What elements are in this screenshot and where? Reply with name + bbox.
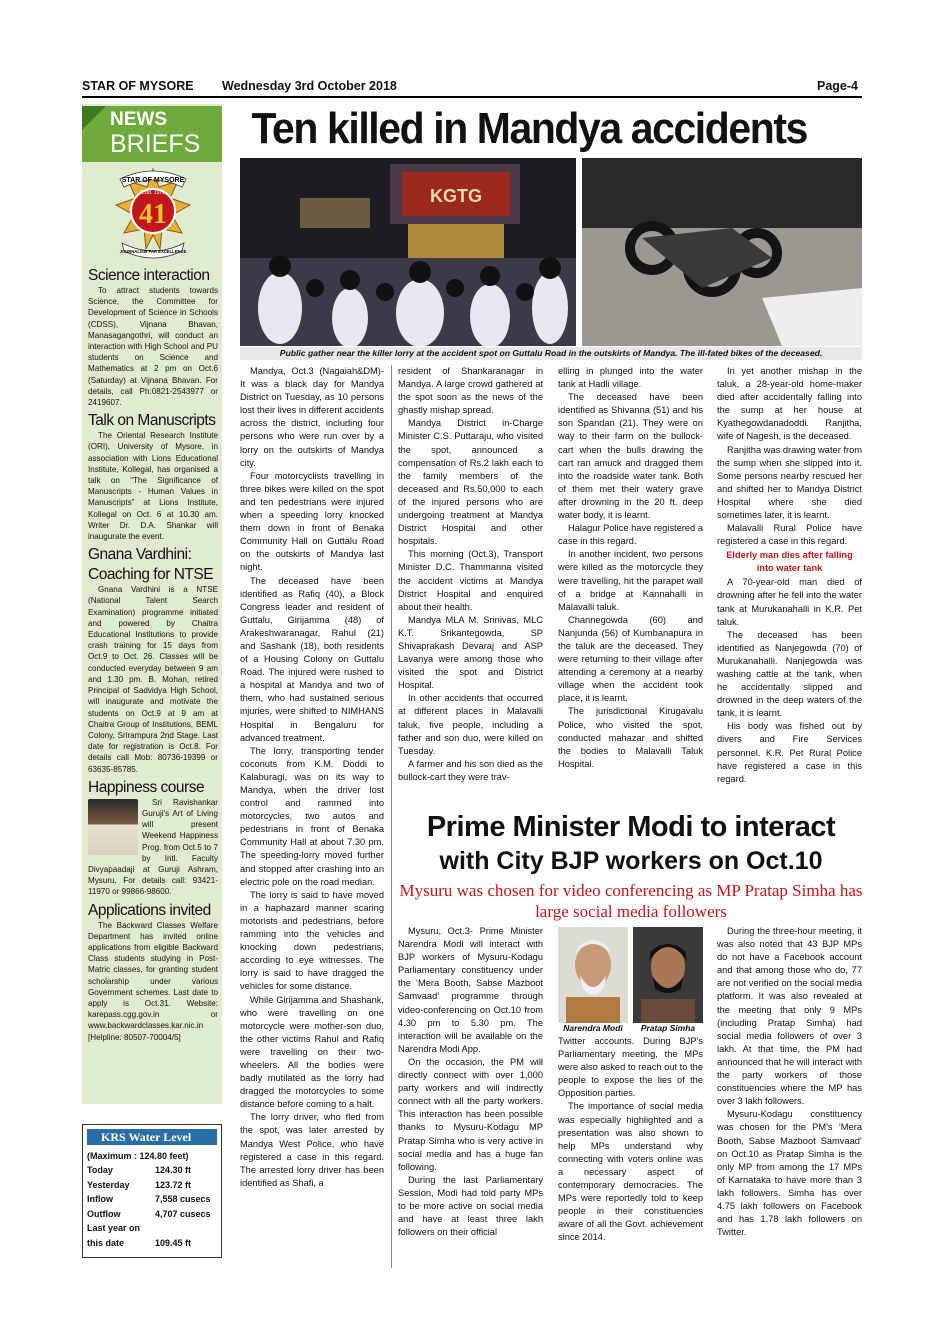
story1-column-2	[398, 365, 543, 784]
brief-title: Gnana Vardhini:	[88, 546, 192, 564]
story1-headline: Ten killed in Mandya accidents	[251, 104, 807, 153]
damaged-bikes-photo	[582, 158, 862, 346]
paragraph: The lorry, transporting tender coconuts from K.M. Doddi to Kalaburagi, was on its way to Mandya, when the driver lost control and rammed into motorcycles, two autos and pedestrians in front of Benaka Community Hall at about 7.30 pm. The speeding-lorry moved further and stopped after crashing into an electric pole on the road median.	[240, 745, 384, 887]
brief-title-line2: Coaching for NTSE	[88, 566, 214, 584]
briefs-list	[88, 265, 218, 1043]
header-rule	[82, 96, 862, 98]
paragraph: Malavalli Rural Police have registered a case in this regard.	[717, 523, 862, 547]
paragraph: Mandya District in-Charge Minister C.S. Puttaraju, who visited the spot, announced a compensation of Rs.2 lakh each to the family members of the deceased and Rs.50,000 to each of the injured persons who are undergoing treatment at Mandya District Hospital and other hospitals.	[398, 418, 543, 547]
story2-column-1	[398, 925, 543, 1239]
krs-value: 123.72 ft	[155, 1179, 192, 1190]
krs-max: (Maximum : 124.80 feet)	[87, 1151, 189, 1161]
logo-number: 41	[139, 199, 167, 230]
story2-headline-2: with City BJP workers on Oct.10	[439, 847, 823, 875]
story2-deck: Mysuru was chosen for video conferencing as MP Pratap Simha has large social media followers	[399, 881, 863, 921]
paragraph: In another incident, two persons were killed as the motorcycle they were travelling, hit the parapet wall of a bridge at Kannahalli in Malavalli taluk.	[558, 549, 703, 612]
lorry-crowd-photo	[240, 158, 576, 346]
brief-item	[88, 779, 218, 898]
krs-row	[83, 1236, 221, 1251]
paragraph: The deceased have been identified as Shivanna (51) and his son Spandan (21). They were on way to their farm on the bullock-cart when the bulls drawing the cart ran amuck and dragged them into the roadside water tank. Both of them met their watery grave after drowning in the 20 ft. deep water body, it is learnt.	[558, 392, 703, 521]
paragraph: Twitter accounts. During BJP's Parliamentary meeting, the MPs were also asked to reach out to the people to expose the lies of the Opposition parties.	[558, 1036, 703, 1099]
paragraph: A farmer and his son died as the bullock-cart they were trav-	[398, 758, 543, 782]
krs-label: Yesterday	[87, 1179, 130, 1190]
brief-item	[88, 546, 218, 774]
krs-water-level-box	[82, 1124, 222, 1258]
corner-triangle-icon	[82, 106, 106, 130]
paragraph: The jurisdictional Kirugavalu Police, who visited the spot, conducted mahazar and shifted the bodies to Malavalli Taluk Hospital.	[558, 706, 703, 769]
paragraph: Channegowda (60) and Nanjunda (56) of Kumbanapura in the taluk are the deceased. They were returning to their village after attending a ceremony at a nearby village when the accident took place, it is learnt.	[558, 614, 703, 704]
paragraph: In other accidents that occurred at different places in Malavalli taluk, five people, including a father and son duo, were killed on Tuesday.	[398, 693, 543, 756]
story1-column-4	[717, 365, 862, 786]
photo-caption-simha: Pratap Simha	[640, 1023, 696, 1033]
brief-item	[88, 267, 218, 408]
paragraph: resident of Shankaranagar in Mandya. A large crowd gathered at the spot soon as the news of the ghastly mishap spread.	[398, 366, 543, 416]
krs-table	[83, 1163, 221, 1250]
krs-value: 109.45 ft	[155, 1237, 192, 1248]
story1-column-1	[240, 365, 384, 1190]
page-number: Page-4	[817, 79, 858, 93]
story2-column-3	[717, 925, 862, 1239]
paragraph: During the three-hour meeting, it was also noted that 43 BJP MPs do not have a Facebook account and that among those who do, 77 are not verified on the social media platform. It was also revealed at the meeting that only 9 MPs (including Pratap Simha) had social media followers of over 3 lakh. At that time, the PM had announced that he will interact with the party workers of those constituencies where the MP has over 3 lakh followers.	[717, 926, 862, 1107]
logo-top-text: STAR OF MYSORE	[121, 177, 185, 184]
paragraph: Mysuru-Kodagu constituency was chosen for the PM's ‘Mera Booth, Sabse Mazboot Samvaad’ on Oct.10 as Pratap Simha is the only MP from among the 17 MPs of Karnataka to have more than 3 lakh followers. Simha has over 4.75 lakh followers on Facebook and has 1.78 lakh followers on Twitter.	[717, 1109, 862, 1238]
krs-label: Today	[87, 1165, 113, 1175]
krs-title: KRS Water Level	[87, 1129, 217, 1145]
logo-bottom-text: JOURNALISM PAR EXCELLENCE	[119, 249, 187, 254]
paragraph: The lorry driver, who fled from the spot, was later arrested by Mandya West Police, who have registered a case in this regard. The arrested lorry driver has been identified as Shafi, a	[240, 1112, 384, 1188]
brief-title: Science interaction	[88, 267, 210, 284]
issue-date: Wednesday 3rd October 2018	[222, 79, 397, 93]
guru-photo	[88, 799, 138, 855]
krs-label: Outflow	[87, 1208, 121, 1219]
logo-est-text: Estd. 1978	[141, 190, 165, 196]
brief-title: Talk on Manuscripts	[88, 412, 216, 430]
paragraph: Four motorcyclists travelling in three bikes were killed on the spot and ten pedestrians were injured when a speeding lorry knocked them down in front of Benaka Community Hall on Guttalu Road on the outskirts of Mandya last night.	[240, 470, 384, 573]
krs-value: 124.30 ft	[155, 1165, 192, 1175]
lorry-text: KGTG	[430, 186, 482, 206]
news-label: NEWS	[110, 109, 167, 130]
brief-item	[88, 902, 218, 1043]
paragraph: Mandya MLA M. Srinivas, MLC K.T. Srikantegowda, SP Shivaprakash Devaraj and ASP Lavanya were among those who visited the spot and District Hospital.	[398, 614, 543, 691]
story2-column-2	[558, 1035, 703, 1245]
krs-label: this date	[87, 1237, 125, 1248]
star-of-mysore-41-logo	[112, 167, 194, 263]
news-briefs-banner	[82, 106, 222, 162]
brief-title: Applications invited	[88, 901, 211, 919]
krs-row	[83, 1207, 221, 1222]
story1-subhead: Elderly man dies after falling into water tank	[726, 550, 853, 574]
krs-row	[83, 1163, 221, 1178]
paragraph: In yet another mishap in the taluk, a 28-year-old home-maker died after accidentally falling into the sump at her house at Kyathegowdanadoddi. Ranjitha, wife of Nagesh, is the deceased.	[717, 366, 862, 442]
paragraph: Ranjitha was drawing water from the sump when she slipped into it. Some persons nearby rescued her and shifted her to Mandya District Hospital where she died sometimes later, it is learnt.	[717, 444, 862, 521]
brief-title: Happiness course	[88, 778, 205, 796]
brief-body: Gnana Vardhini is a NTSE (National Talent Search Examination) programme initiated and powered by Chaitra Educational Institutions to provide crash training for 15 days from Oct.9 to Oct. 26. Classes will be conducted everyday between 9 am and 1.30 pm. B. Mohan, retired Principal of Sadvidya High School, will inaugurate and motivate the students on Oct.9 at 9 am at Chaitra Group of Institutions, BEML Colony, Srirampura 2nd Stage. Last date for registration is Oct.8. For details call Mob: 80736-19399 or 63635-85785.	[88, 585, 218, 774]
paragraph: The lorry is said to have moved in a haphazard manner scaring motorists and pedestrians, before ramming into the vehicles and knocking down pedestrians, according to eye witnesses. The lorry is said to have dragged the vehicles for some distance.	[240, 889, 384, 992]
paragraph: elling in plunged into the water tank at Hadli village.	[558, 366, 703, 390]
paragraph: His body was fished out by divers and Fire Services personnel. K.R. Pet Rural Police have registered a case in this regard.	[717, 721, 862, 784]
paragraph: The importance of social media was especially highlighted and a presentation was also shown to help MPs understand why connecting with voters online was a necessary aspect of contemporary democracies. The MPs were reportedly told to keep people in their constituencies aware of all the Govt. achievement since 2014.	[558, 1101, 703, 1243]
brief-body: The Oriental Research Institute (ORI), University of Mysore, in association with Lions Educational Institute, Kollegal, has organised a talk on “The Significance of Manuscripts - Human Values in Manuscripts” at Lions Institute, Kollegal on Oct. 6 at 10.30 am. Writer Dr. D.A. Shankar will inaugurate the event.	[88, 431, 218, 542]
paragraph: A 70-year-old man died of drowning after he fell into the water tank at Murukanahalli in K.R. Pet taluk.	[717, 577, 862, 627]
briefs-label: BRIEFS	[110, 130, 201, 158]
column-divider	[391, 365, 392, 1268]
krs-row	[83, 1178, 221, 1193]
photo-caption-modi: Narendra Modi	[563, 1023, 623, 1033]
krs-row	[83, 1221, 221, 1236]
brief-body: To attract students towards Science, the Committee for Development of Science in Schools (CDSS), Vijnana Bhavan, Manasagangothri, will conduct an interaction with High School and PU students on Science and Mathematics at 2 pm on Oct.6 (Saturday) at Vijnana Bhavan. For details, call Ph:0821-2543977 or 2419607.	[88, 286, 218, 408]
krs-row	[83, 1192, 221, 1207]
krs-value: 4,707 cusecs	[155, 1208, 211, 1219]
paragraph: While Girijamma and Shashank, who were travelling on one motorcycle were mother-son duo, the other victims Rahul and Rafiq were travelling on their two-wheelers. All the bodies were badly mutilated as the lorry had dragged the motorcycles to some distance before coming to a halt.	[240, 994, 384, 1110]
paragraph: This morning (Oct.3), Transport Minister D.C. Thammanna visited the accident victims at Mandya District Hospital and enquired about their health.	[398, 549, 543, 612]
pratap-simha-photo	[633, 927, 703, 1023]
krs-label: Last year on	[87, 1223, 141, 1233]
paragraph: The deceased has been identified as Nanjegowda (70) of Murukanahalli. Nanjegowda was washing cattle at the tank, when he accidentally slipped and drowned in the deep waters of the tank, it is learnt.	[717, 629, 862, 719]
paper-name: STAR OF MYSORE	[82, 79, 194, 93]
brief-body: Sri Ravishankar Guruji's Art of Living will present Weekend Happiness Prog. from Oct.5 to 7 by Intl. Faculty Divyapaadaji at Guruji Ashram, Mysuru. For details call: 93421-11970 or 99866-98600.	[88, 797, 218, 897]
krs-label: Inflow	[87, 1194, 113, 1204]
paragraph: During the last Parliamentary Session, Modi had told party MPs to be more active on social media and have at least three lakh followers on their official	[398, 1174, 543, 1238]
paragraph: Halagur Police have registered a case in this regard.	[558, 523, 703, 547]
modi-photo	[558, 927, 628, 1023]
story1-column-3	[558, 365, 703, 771]
paragraph: Mandya, Oct.3 (Nagaiah&DM)- It was a black day for Mandya District on Tuesday, as 10 persons lost their lives in different accidents across the district, including four persons who were run over by a lorry on the outskirts of Mandya city.	[240, 366, 385, 468]
paragraph: On the occasion, the PM will directly connect with over 1,000 party workers and will indirectly connect with all the party workers. This interaction has been possible thanks to Mysuru-Kodagu MP Pratap Simha who is very active in social media and has a huge fan following.	[398, 1056, 543, 1172]
krs-value: 7,558 cusecs	[155, 1194, 211, 1204]
paragraph: Mysuru, Oct.3- Prime Minister Narendra Modi will interact with BJP workers of Mysuru-Kodagu Parliamentary constituency under the ‘Mera Booth, Sabse Mazboot Samvaad’ programme through video-conferencing on Oct.10 from 4.30 pm to 5.30 pm. The interaction will be available on the Narendra Modi App.	[398, 926, 543, 1054]
paragraph: The deceased have been identified as Rafiq (40), a Block Congress leader and resident of Guttalu, Girijamma (48) of Arakeshwaranagar, Rahul (21) and Sashank (18), both residents of a Housing Colony on Guttalu Road. The injured were rushed to a hospital at Mandya and two of them, who had sustained serious injuries, were shifted to NIMHANS Hospital in Bengaluru for advanced treatment.	[240, 575, 384, 743]
brief-item	[88, 412, 218, 542]
story2-headline-1: Prime Minister Modi to interact	[426, 811, 836, 843]
col4-paragraphs	[717, 365, 862, 548]
brief-body: The Backward Classes Welfare Department has invited online applications from eligible Backward Class students studying in Post-Matric classes, for granting student scholarship under various Government schemes. Last date to apply is Oct.31. Website: karepass.cgg.gov.in or www.backwardclasses.kar.nic.in [Helpline: 80507-70004/5]	[88, 920, 218, 1042]
photo-caption: Public gather near the killer lorry at the accident spot on Guttalu Road in the outskirts of Mandya. The ill-fated bikes of the deceased.	[240, 347, 862, 360]
col4b-paragraphs	[717, 576, 862, 786]
